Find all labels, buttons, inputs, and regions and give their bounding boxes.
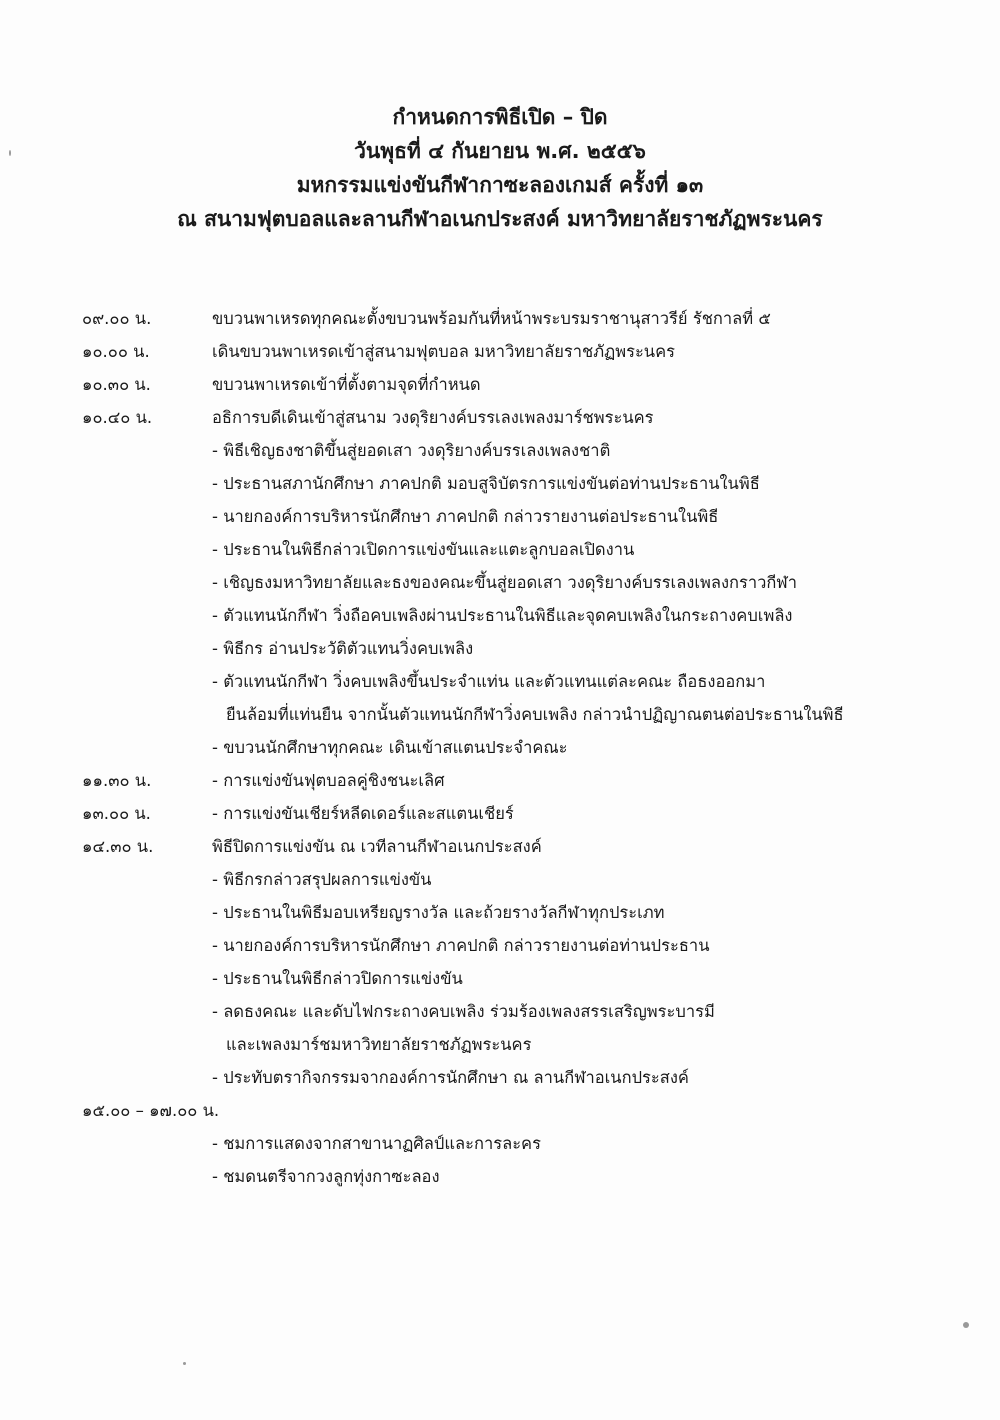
schedule-row (0, 863, 1000, 896)
schedule-row (0, 467, 1000, 500)
schedule-time: ๑๐.๓๐ น. (82, 375, 151, 394)
schedule-row (0, 599, 1000, 632)
schedule-row (0, 995, 1000, 1028)
document-header (0, 100, 1000, 236)
schedule-row (0, 302, 1000, 335)
schedule-text: ยืนล้อมที่แท่นยืน จากนั้นตัวแทนนักกีฬาวิ่งคบเพลิง กล่าวนำปฏิญาณตนต่อประธานในพิธี (226, 705, 844, 724)
schedule-text: - พิธีกรกล่าวสรุปผลการแข่งขัน (212, 870, 432, 889)
scan-speck (183, 1362, 186, 1365)
schedule-row (0, 1127, 1000, 1160)
schedule-row (0, 1028, 1000, 1061)
schedule-text: - ตัวแทนนักกีฬา วิ่งคบเพลิงขึ้นประจำแท่น และตัวแทนแต่ละคณะ ถือธงออกมา (212, 672, 766, 691)
schedule-row (0, 929, 1000, 962)
schedule-text: เดินขบวนพาเหรดเข้าสู่สนามฟุตบอล มหาวิทยาลัยราชภัฏพระนคร (212, 342, 675, 361)
schedule-row (0, 1094, 1000, 1127)
schedule-row (0, 731, 1000, 764)
title-line-2: วันพุธที่ ๔ กันยายน พ.ศ. ๒๕๕๖ (354, 139, 646, 163)
schedule-text: - นายกองค์การบริหารนักศึกษา ภาคปกติ กล่าวรายงานต่อท่านประธาน (212, 936, 710, 955)
schedule-text: - พิธีเชิญธงชาติขึ้นสู่ยอดเสา วงดุริยางค์บรรเลงเพลงชาติ (212, 441, 611, 460)
schedule-text: - นายกองค์การบริหารนักศึกษา ภาคปกติ กล่าวรายงานต่อประธานในพิธี (212, 507, 719, 526)
schedule-row (0, 434, 1000, 467)
schedule-row (0, 1061, 1000, 1094)
scan-speck (9, 150, 11, 156)
schedule-text: - ลดธงคณะ และดับไฟกระถางคบเพลิง ร่วมร้องเพลงสรรเสริญพระบารมี (212, 1002, 715, 1021)
schedule-text: - ชมการแสดงจากสาขานาฏศิลป์และการละคร (212, 1134, 541, 1153)
schedule-text: - ประธานในพิธีมอบเหรียญรางวัล และถ้วยรางวัลกีฬาทุกประเภท (212, 903, 665, 922)
schedule-text: - การแข่งขันเชียร์หลีดเดอร์และสแตนเชียร์ (212, 804, 514, 823)
schedule-text: และเพลงมาร์ชมหาวิทยาลัยราชภัฏพระนคร (226, 1035, 532, 1054)
schedule-text: - ขบวนนักศึกษาทุกคณะ เดินเข้าสแตนประจำคณะ (212, 738, 568, 757)
schedule-text: อธิการบดีเดินเข้าสู่สนาม วงดุริยางค์บรรเลงเพลงมาร์ชพระนคร (212, 408, 654, 427)
schedule-time: ๑๑.๓๐ น. (82, 771, 152, 790)
schedule-text: พิธีปิดการแข่งขัน ณ เวทีลานกีฬาอเนกประสงค์ (212, 837, 542, 856)
schedule-text: - การแข่งขันฟุตบอลคู่ชิงชนะเลิศ (212, 771, 445, 790)
schedule-row (0, 1160, 1000, 1193)
schedule-row (0, 401, 1000, 434)
schedule-text: - ชมดนตรีจากวงลูกทุ่งกาซะลอง (212, 1167, 440, 1186)
schedule-time: ๑๐.๔๐ น. (82, 408, 153, 427)
schedule-row (0, 698, 1000, 731)
schedule-text: - ตัวแทนนักกีฬา วิ่งถือคบเพลิงผ่านประธานในพิธีและจุดคบเพลิงในกระถางคบเพลิง (212, 606, 793, 625)
schedule-text: - ประธานในพิธีกล่าวเปิดการแข่งขันและแตะลูกบอลเปิดงาน (212, 540, 635, 559)
schedule-row (0, 566, 1000, 599)
schedule-text: - เชิญธงมหาวิทยาลัยและธงของคณะขึ้นสู่ยอดเสา วงดุริยางค์บรรเลงเพลงกราวกีฬา (212, 573, 797, 592)
schedule-row (0, 368, 1000, 401)
schedule-text: - พิธีกร อ่านประวัติตัวแทนวิ่งคบเพลิง (212, 639, 474, 658)
title-line-4: ณ สนามฟุตบอลและลานกีฬาอเนกประสงค์ มหาวิทยาลัยราชภัฏพระนคร (177, 207, 823, 231)
schedule-row (0, 533, 1000, 566)
scan-speck (963, 1322, 969, 1328)
schedule-text: - ประธานในพิธีกล่าวปิดการแข่งขัน (212, 969, 463, 988)
schedule-row (0, 764, 1000, 797)
schedule-row (0, 797, 1000, 830)
schedule-text: ขบวนพาเหรดเข้าที่ตั้งตามจุดที่กำหนด (212, 375, 481, 394)
schedule-time: ๐๙.๐๐ น. (82, 309, 152, 328)
title-line-1: กำหนดการพิธีเปิด – ปิด (392, 105, 608, 129)
schedule-time: ๑๐.๐๐ น. (82, 342, 150, 361)
schedule-time: ๑๔.๓๐ น. (82, 837, 154, 856)
schedule-row (0, 896, 1000, 929)
schedule-row (0, 665, 1000, 698)
schedule-list (0, 302, 1000, 1193)
schedule-row (0, 632, 1000, 665)
schedule-row (0, 335, 1000, 368)
title-line-3: มหกรรมแข่งขันกีฬากาซะลองเกมส์ ครั้งที่ ๑๓ (296, 173, 704, 197)
schedule-time: ๑๕.๐๐ – ๑๗.๐๐ น. (82, 1101, 220, 1120)
schedule-row (0, 962, 1000, 995)
schedule-row (0, 500, 1000, 533)
schedule-time: ๑๓.๐๐ น. (82, 804, 151, 823)
schedule-text: ขบวนพาเหรดทุกคณะตั้งขบวนพร้อมกันที่หน้าพระบรมราชานุสาวรีย์ รัชกาลที่ ๕ (212, 309, 771, 328)
schedule-row (0, 830, 1000, 863)
schedule-text: - ประธานสภานักศึกษา ภาคปกติ มอบสูจิบัตรการแข่งขันต่อท่านประธานในพิธี (212, 474, 760, 493)
schedule-text: - ประทับตรากิจกรรมจากองค์การนักศึกษา ณ ลานกีฬาอเนกประสงค์ (212, 1068, 689, 1087)
